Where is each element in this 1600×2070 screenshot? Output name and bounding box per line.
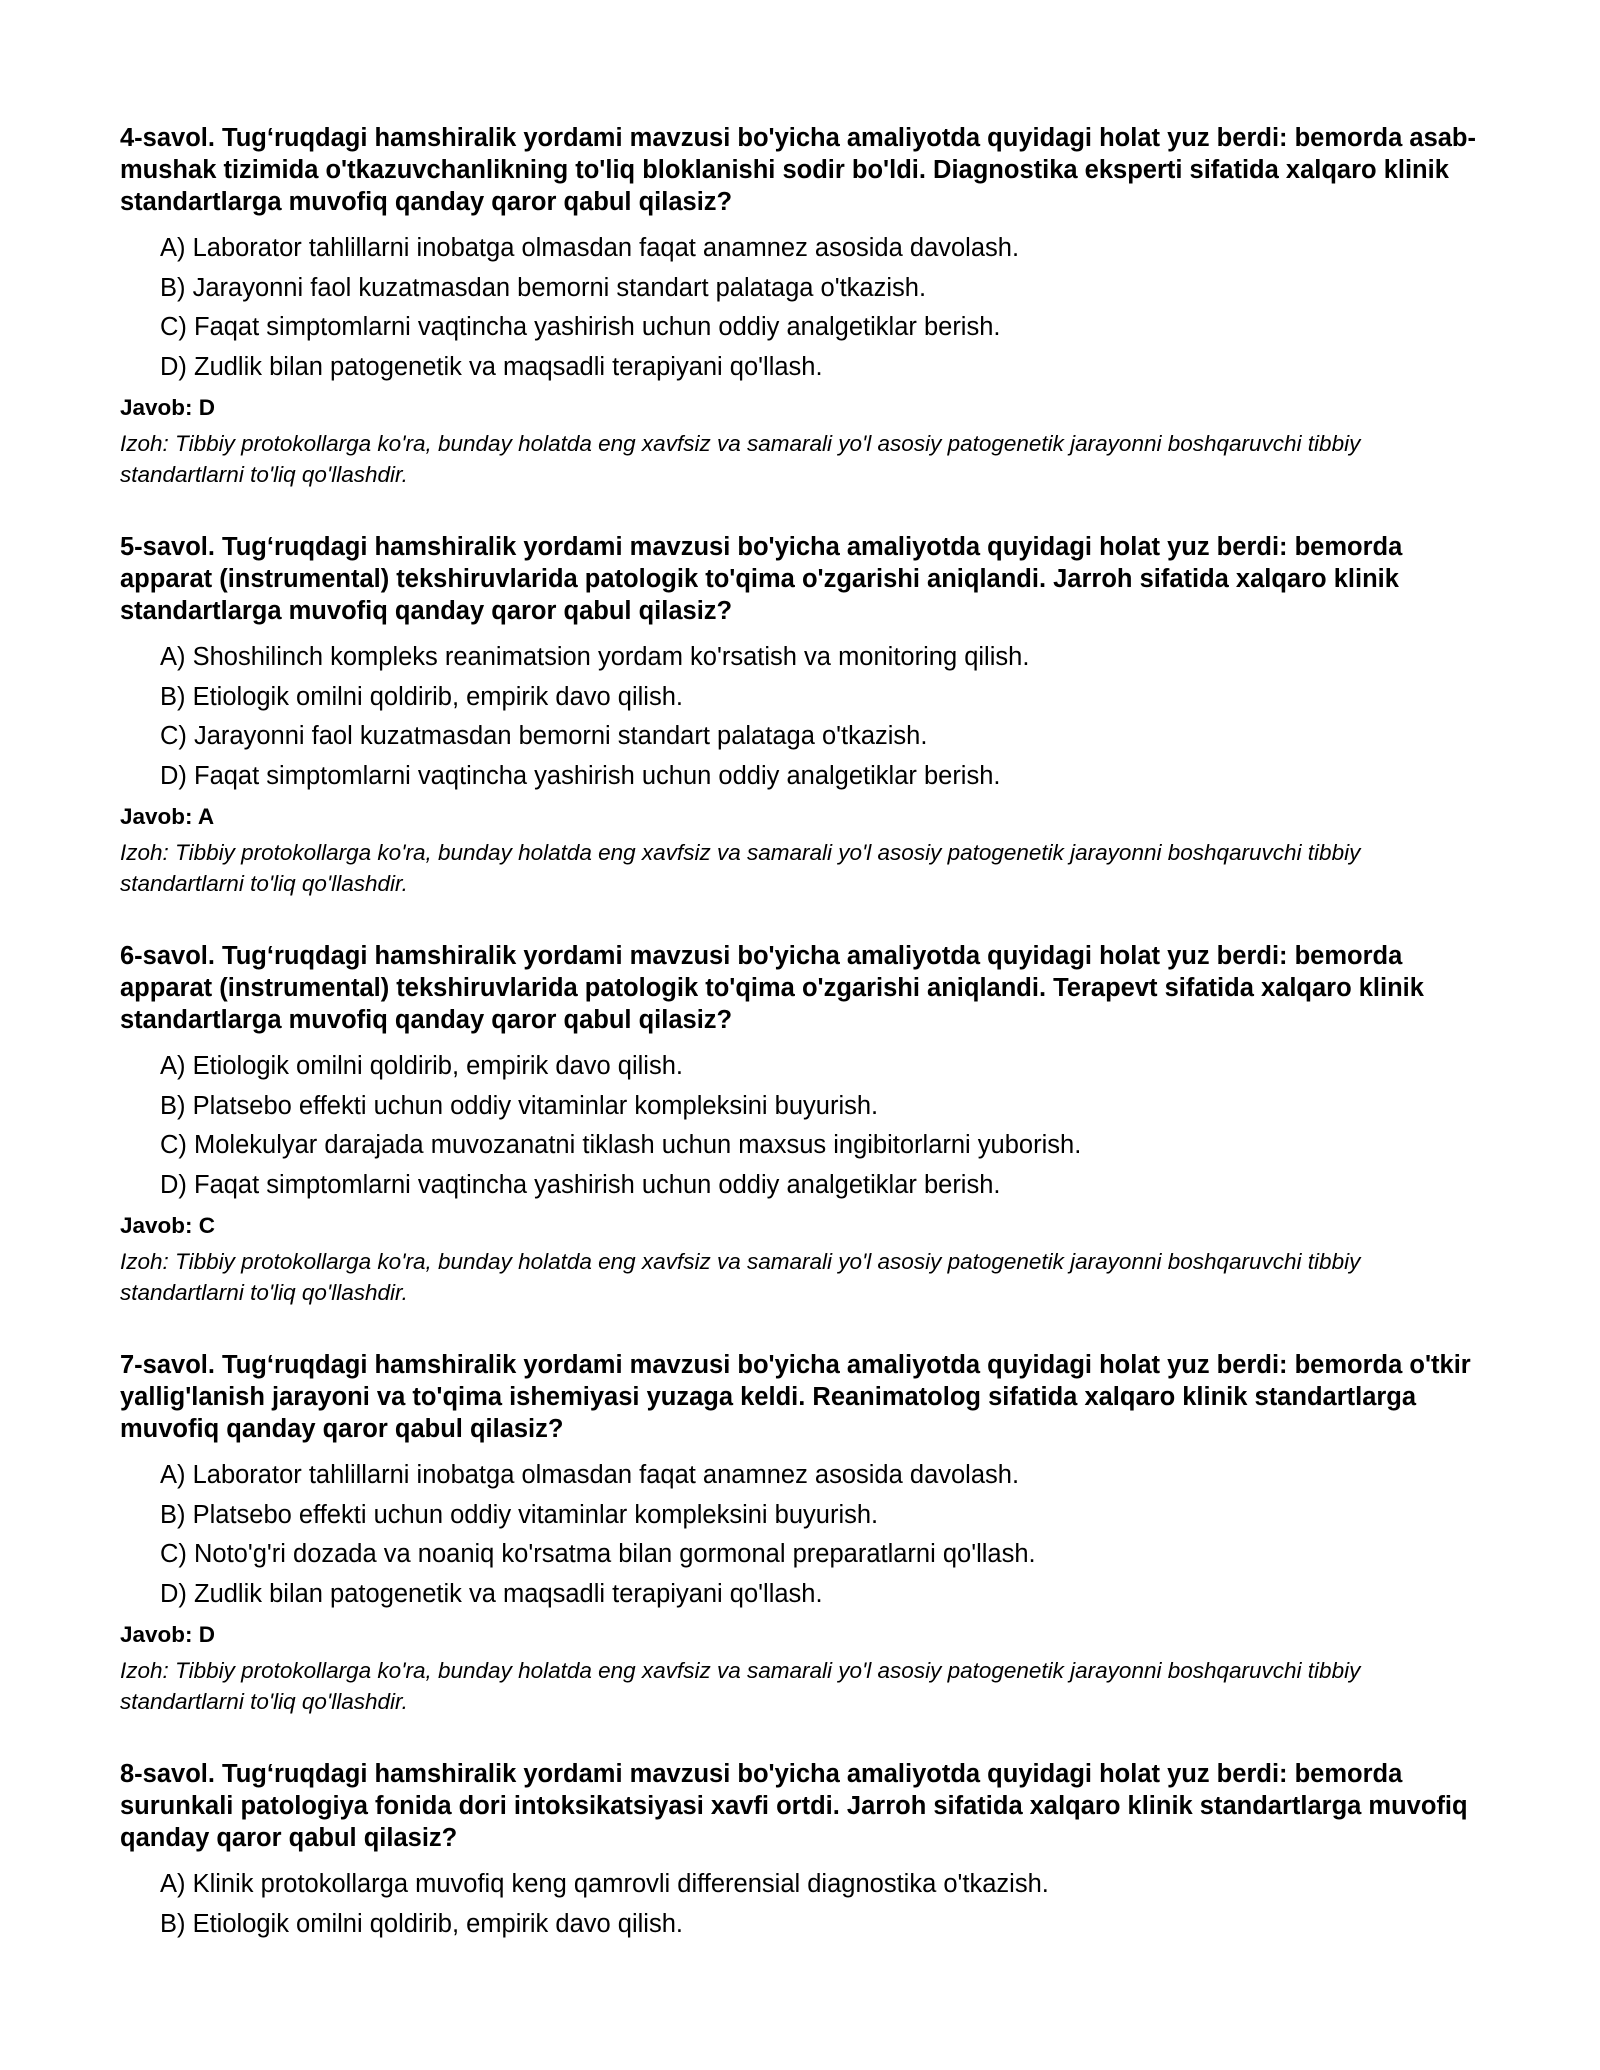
document-page	[120, 122, 1480, 1985]
explanation-note: Izoh: Tibbiy protokollarga ko'ra, bunday holatda eng xavfsiz va samarali yo'l asosiy patogenetik jarayonni boshqaruvchi tibbiy standartlarni to'liq qo'llashdir.	[120, 840, 1361, 896]
option-b: B) Etiologik omilni qoldirib, empirik davo qilish.	[160, 682, 683, 711]
explanation-note: Izoh: Tibbiy protokollarga ko'ra, bunday holatda eng xavfsiz va samarali yo'l asosiy patogenetik jarayonni boshqaruvchi tibbiy standartlarni to'liq qo'llashdir.	[120, 1249, 1361, 1305]
option-d: D) Zudlik bilan patogenetik va maqsadli terapiyani qo'llash.	[160, 352, 823, 381]
question-title: 7-savol. Tug‘ruqdagi hamshiralik yordami mavzusi bo'yicha amaliyotda quyidagi holat yuz berdi: bemorda o'tkir yallig'lanish jarayoni va to'qima ishemiyasi yuzaga keldi. Reanimatolog sifatida xalqaro klinik standartlarga muvofiq qanday qaror qabul qilasiz?	[120, 1351, 1471, 1443]
option-b: B) Jarayonni faol kuzatmasdan bemorni standart palataga o'tkazish.	[160, 273, 927, 302]
option-list	[120, 1047, 1480, 1205]
option-a: A) Laborator tahlillarni inobatga olmasdan faqat anamnez asosida davolash.	[160, 234, 1020, 262]
answer-label: Javob: D	[120, 395, 216, 420]
option-a: A) Etiologik omilni qoldirib, empirik davo qilish.	[160, 1052, 683, 1080]
question-block	[120, 1349, 1480, 1717]
explanation-note: Izoh: Tibbiy protokollarga ko'ra, bunday holatda eng xavfsiz va samarali yo'l asosiy patogenetik jarayonni boshqaruvchi tibbiy standartlarni to'liq qo'llashdir.	[120, 1658, 1361, 1714]
question-title: 5-savol. Tug‘ruqdagi hamshiralik yordami mavzusi bo'yicha amaliyotda quyidagi holat yuz berdi: bemorda apparat (instrumental) tekshiruvlarida patologik to'qima o'zgarishi aniqlandi. Jarroh sifatida xalqaro klinik standartlarga muvofiq qanday qaror qabul qilasiz?	[120, 533, 1403, 625]
answer-label: Javob: A	[120, 804, 215, 829]
option-a: A) Shoshilinch kompleks reanimatsion yordam ko'rsatish va monitoring qilish.	[160, 643, 1030, 671]
explanation-note: Izoh: Tibbiy protokollarga ko'ra, bunday holatda eng xavfsiz va samarali yo'l asosiy patogenetik jarayonni boshqaruvchi tibbiy standartlarni to'liq qo'llashdir.	[120, 431, 1361, 487]
answer-label: Javob: D	[120, 1622, 216, 1647]
option-list	[120, 1865, 1480, 1944]
option-a: A) Laborator tahlillarni inobatga olmasdan faqat anamnez asosida davolash.	[160, 1461, 1020, 1489]
question-block	[120, 1758, 1480, 1944]
option-list	[120, 1456, 1480, 1614]
option-c: C) Molekulyar darajada muvozanatni tiklash uchun maxsus ingibitorlarni yuborish.	[160, 1131, 1082, 1159]
question-block	[120, 122, 1480, 490]
option-c: C) Faqat simptomlarni vaqtincha yashirish uchun oddiy analgetiklar berish.	[160, 313, 1001, 341]
question-block	[120, 531, 1480, 899]
question-title: 4-savol. Tug‘ruqdagi hamshiralik yordami mavzusi bo'yicha amaliyotda quyidagi holat yuz berdi: bemorda asab-mushak tizimida o'tkazuvchanlikning to'liq bloklanishi sodir bo'ldi. Diagnostika eksperti sifatida xalqaro klinik standartlarga muvofiq qanday qaror qabul qilasiz?	[120, 124, 1476, 216]
option-c: C) Jarayonni faol kuzatmasdan bemorni standart palataga o'tkazish.	[160, 722, 928, 750]
answer-label: Javob: C	[120, 1213, 216, 1238]
question-block	[120, 940, 1480, 1308]
option-a: A) Klinik protokollarga muvofiq keng qamrovli differensial diagnostika o'tkazish.	[160, 1870, 1049, 1898]
question-title: 8-savol. Tug‘ruqdagi hamshiralik yordami mavzusi bo'yicha amaliyotda quyidagi holat yuz berdi: bemorda surunkali patologiya fonida dori intoksikatsiyasi xavfi ortdi. Jarroh sifatida xalqaro klinik standartlarga muvofiq qanday qaror qabul qilasiz?	[120, 1760, 1468, 1852]
option-d: D) Faqat simptomlarni vaqtincha yashirish uchun oddiy analgetiklar berish.	[160, 761, 1001, 790]
option-list	[120, 638, 1480, 796]
question-title: 6-savol. Tug‘ruqdagi hamshiralik yordami mavzusi bo'yicha amaliyotda quyidagi holat yuz berdi: bemorda apparat (instrumental) tekshiruvlarida patologik to'qima o'zgarishi aniqlandi. Terapevt sifatida xalqaro klinik standartlarga muvofiq qanday qaror qabul qilasiz?	[120, 942, 1424, 1034]
option-c: C) Noto'g'ri dozada va noaniq ko'rsatma bilan gormonal preparatlarni qo'llash.	[160, 1540, 1036, 1568]
option-b: B) Platsebo effekti uchun oddiy vitaminlar kompleksini buyurish.	[160, 1500, 879, 1529]
option-d: D) Zudlik bilan patogenetik va maqsadli terapiyani qo'llash.	[160, 1579, 823, 1608]
option-b: B) Etiologik omilni qoldirib, empirik davo qilish.	[160, 1909, 683, 1938]
option-list	[120, 229, 1480, 387]
option-b: B) Platsebo effekti uchun oddiy vitaminlar kompleksini buyurish.	[160, 1091, 879, 1120]
option-d: D) Faqat simptomlarni vaqtincha yashirish uchun oddiy analgetiklar berish.	[160, 1170, 1001, 1199]
